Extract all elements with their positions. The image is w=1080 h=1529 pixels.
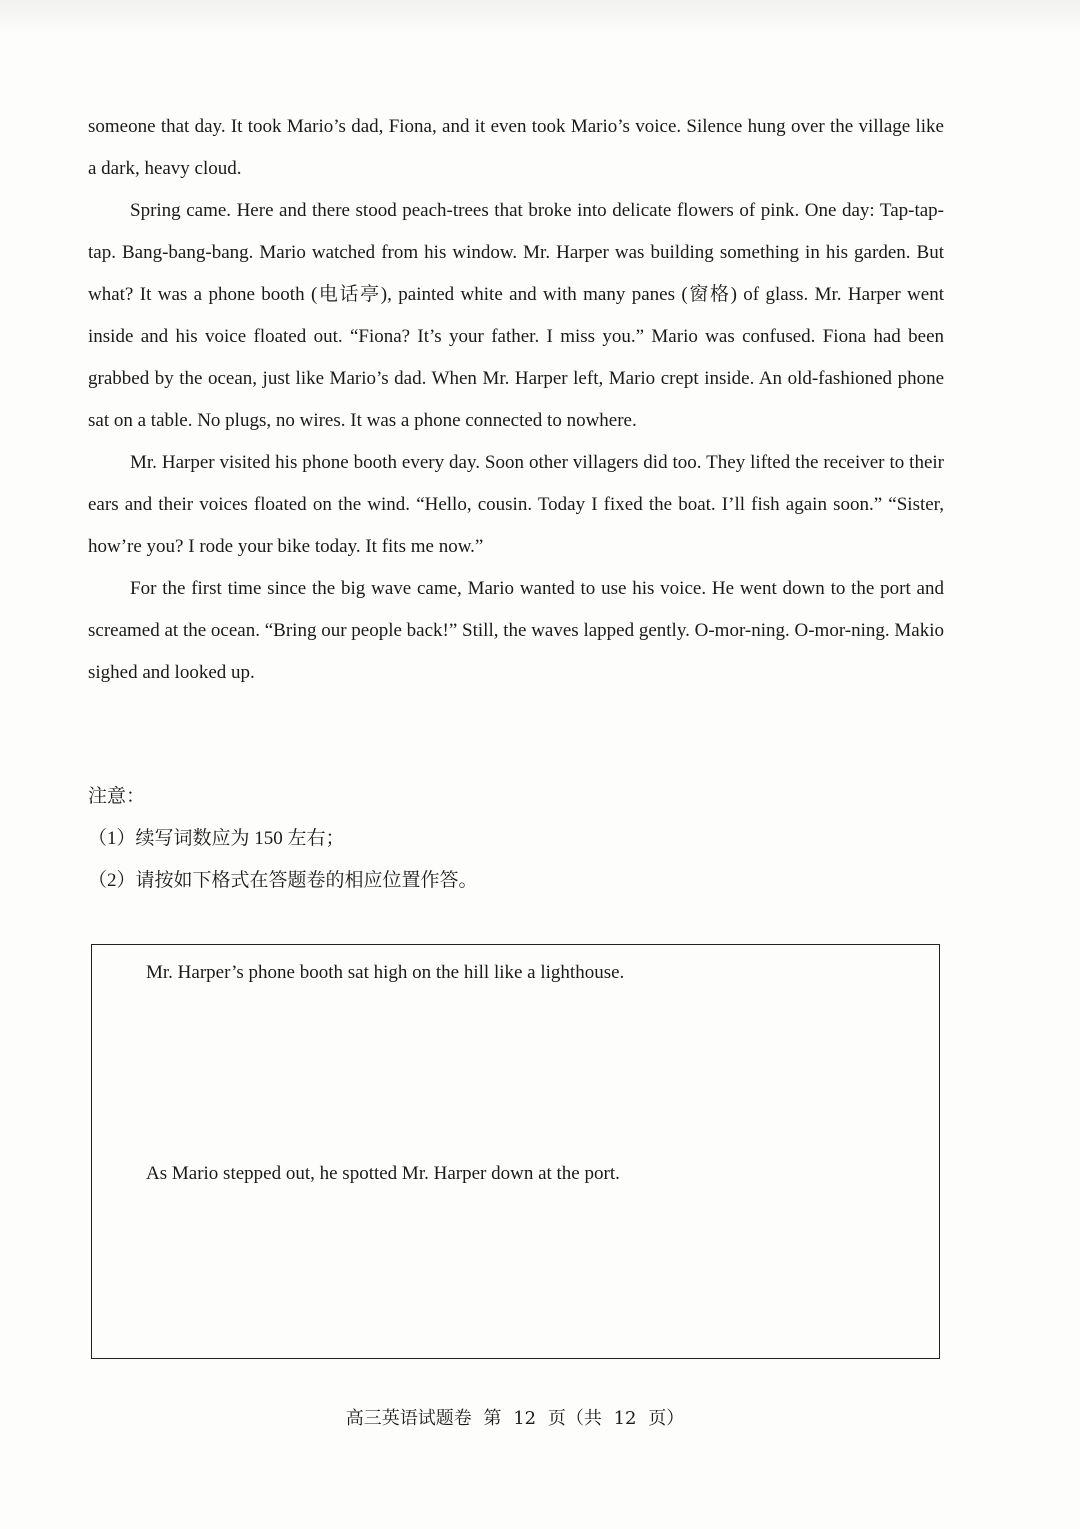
notes-item-word-count: （1）续写词数应为 150 左右； — [88, 828, 345, 849]
passage-paragraph-1: someone that day. It took Mario’s dad, Fiona, and it even took Mario’s voice. Silence hung over the village like a dark, heavy cloud. — [88, 116, 944, 179]
page-footer: 高三英语试题卷 第 12 页（共 12 页） — [345, 1408, 685, 1429]
passage-paragraph-4: For the first time since the big wave came, Mario wanted to use his voice. He went down to the port and screamed at the ocean. “Bring our people back!” Still, the waves lapped gently. O-mor-ning. O-mor-ning. Makio sighed and looked up. — [88, 578, 944, 683]
passage-paragraph-3: Mr. Harper visited his phone booth every day. Soon other villagers did too. They lifted the receiver to their ears and their voices floated on the wind. “Hello, cousin. Today I fixed the boat. I’ll fish again soon.” “Sister, how’re you? I rode your bike today. It fits me now.” — [88, 452, 944, 557]
answer-box — [91, 944, 940, 1359]
notes-item-format: （2）请按如下格式在答题卷的相应位置作答。 — [88, 870, 478, 891]
opening-line-1: Mr. Harper’s phone booth sat high on the hill like a lighthouse. — [146, 962, 625, 983]
scan-edge — [0, 0, 1080, 34]
passage-paragraph-2: Spring came. Here and there stood peach-trees that broke into delicate flowers of pink. One day: Tap-tap-tap. Bang-bang-bang. Mario watched from his window. Mr. Harper was building something in his garden. But what? It was a phone booth (电话亭), painted white and with many panes (窗格) of glass. Mr. Harper went inside and his voice floated out. “Fiona? It’s your father. I miss you.” Mario was confused. Fiona had been grabbed by the ocean, just like Mario’s dad. When Mr. Harper left, Mario crept inside. An old-fashioned phone sat on a table. No plugs, no wires. It was a phone connected to nowhere. — [88, 200, 944, 431]
notes-section — [88, 776, 944, 902]
passage — [88, 106, 944, 694]
opening-line-2: As Mario stepped out, he spotted Mr. Harper down at the port. — [146, 1163, 620, 1184]
notes-heading: 注意： — [88, 786, 146, 807]
